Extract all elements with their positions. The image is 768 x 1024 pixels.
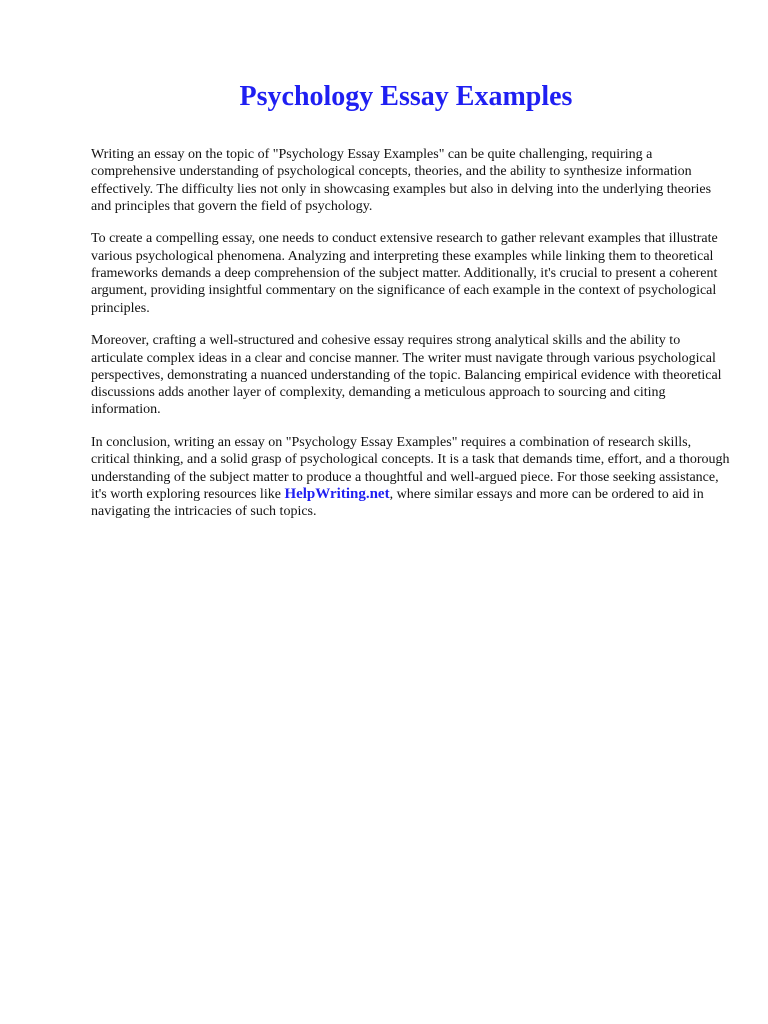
conclusion-text-after-link: , where similar essays and more can be ordered to aid in navigating the intricacies of such topics. (91, 486, 704, 520)
paragraph-intro: Writing an essay on the topic of "Psychology Essay Examples" can be quite challenging, requiring a comprehensive understanding of psychological concepts, theories, and the ability to synthesize information effectively. The difficulty lies not only in showcasing examples but also in delving into the underlying theories and principles that govern the field of psychology. (91, 147, 712, 214)
paragraph-research: To create a compelling essay, one needs to conduct extensive research to gather relevant examples that illustrate various psychological phenomena. Analyzing and interpreting these examples while linking them to theoretical frameworks demands a deep comprehension of the subject matter. Additionally, it's crucial to present a coherent argument, providing insightful commentary on the significance of each example in the context of psychological principles. (91, 231, 718, 316)
page-title: Psychology Essay Examples (239, 81, 573, 112)
document-body (91, 146, 731, 536)
paragraph-conclusion (91, 434, 731, 520)
paragraph-structure: Moreover, crafting a well-structured and cohesive essay requires strong analytical skills and the ability to articulate complex ideas in a clear and concise manner. The writer must navigate through various psychological perspectives, demonstrating a nuanced understanding of the topic. Balancing empirical evidence with theoretical discussions adds another layer of complexity, demanding a meticulous approach to sourcing and citing information. (91, 333, 722, 418)
conclusion-text-before-link: In conclusion, writing an essay on "Psychology Essay Examples" requires a combination of research skills, critical thinking, and a solid grasp of psychological concepts. It is a task that demands time, effort, and a thorough understanding of the subject matter to produce a thoughtful and well-argued piece. For those seeking assistance, it's worth exploring resources like (91, 435, 730, 502)
helpwriting-link[interactable]: HelpWriting.net (284, 485, 390, 502)
